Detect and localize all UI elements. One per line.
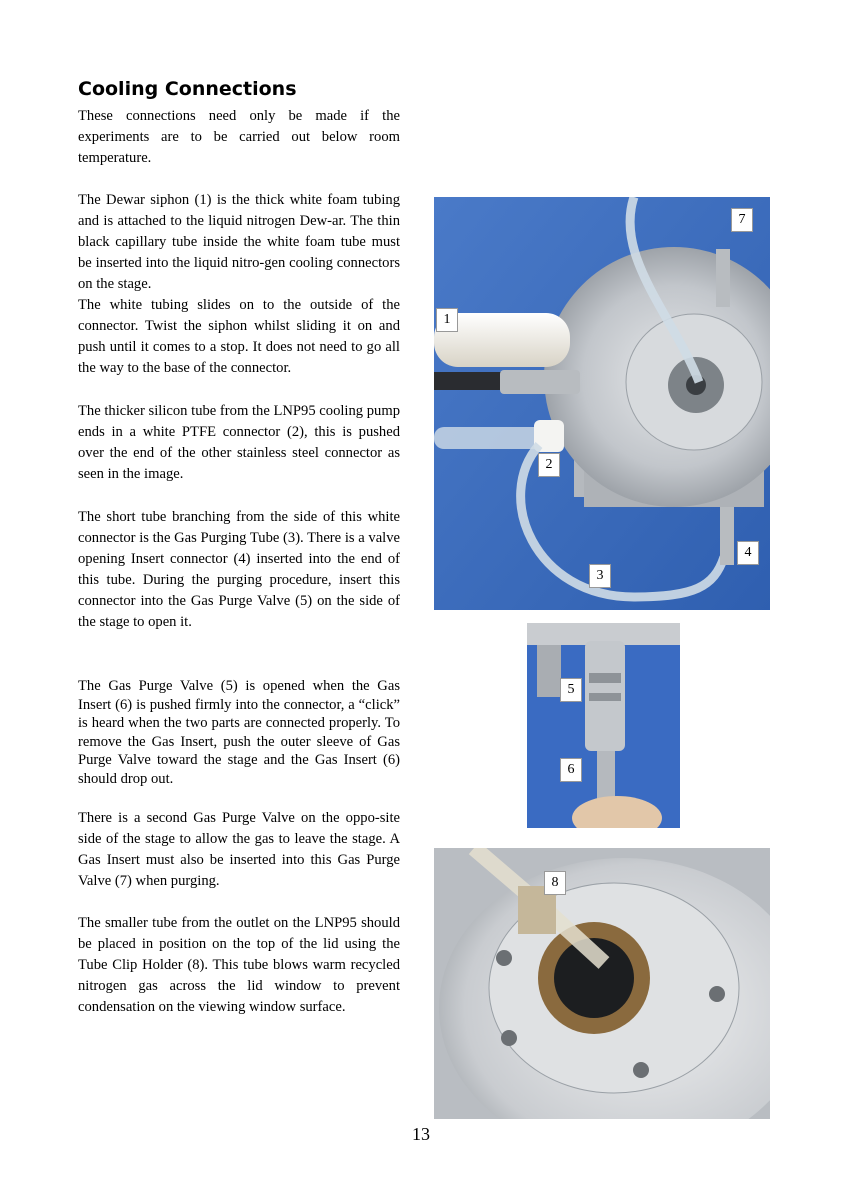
figure-label-1: 1: [436, 308, 458, 332]
section-title: Cooling Connections: [78, 78, 297, 100]
gas-purge-valve-photo: [527, 623, 680, 828]
figure-label-7: 7: [731, 208, 753, 232]
figure-label-2: 2: [538, 453, 560, 477]
paragraph-white-tubing: The white tubing slides on to the outside of the connector. Twist the siphon whilst sliding it on and push until it comes to a stop. It does not need to go all the way to the base of the connector.: [78, 297, 400, 376]
paragraph-purging-tube: The short tube branching from the side of this white connector is the Gas Purging Tube (3). There is a valve opening Insert connector (4) inserted into the end of this tube. During the purging procedure, insert this connector into the Gas Purge Valve (5) on the side of the stage to open it.: [78, 509, 400, 630]
paragraph-dewar-siphon: The Dewar siphon (1) is the thick white foam tubing and is attached to the liquid nitrogen Dew-ar. The thin black capillary tube inside the white foam tube must be inserted into the liquid nitro-gen cooling connectors on the stage.: [78, 192, 400, 292]
figure-label-8: 8: [544, 871, 566, 895]
paragraph-intro: These connections need only be made if the experiments are to be carried out below room temperature.: [78, 108, 400, 166]
figure-label-3: 3: [589, 564, 611, 588]
stage-connections-photo: [434, 197, 770, 610]
figure-label-4: 4: [737, 541, 759, 565]
paragraph-tube-clip: The smaller tube from the outlet on the LNP95 should be placed in position on the top of the lid using the Tube Clip Holder (8). This tube blows warm recycled nitrogen gas across the lid window to prevent condensation on the viewing window surface.: [78, 915, 400, 1015]
paragraph-second-valve: There is a second Gas Purge Valve on the oppo-site side of the stage to allow the gas to leave the stage. A Gas Insert must also be inserted into this Gas Purge Valve (7) when purging.: [78, 810, 400, 889]
tube-clip-holder-photo: [434, 848, 770, 1119]
figure-label-5: 5: [560, 678, 582, 702]
page-number: 13: [412, 1124, 430, 1144]
figure-label-6: 6: [560, 758, 582, 782]
paragraph-gas-purge-valve: The Gas Purge Valve (5) is opened when the Gas Insert (6) is pushed firmly into the connector, a “click” is heard when the two parts are connected properly. To remove the Gas Insert, push the outer sleeve of Gas Purge Valve toward the stage and the Gas Insert (6) should drop out.: [78, 678, 400, 787]
paragraph-silicon-tube: The thicker silicon tube from the LNP95 cooling pump ends in a white PTFE connector (2), this is pushed over the end of the other stainless steel connector as seen in the image.: [78, 403, 400, 482]
